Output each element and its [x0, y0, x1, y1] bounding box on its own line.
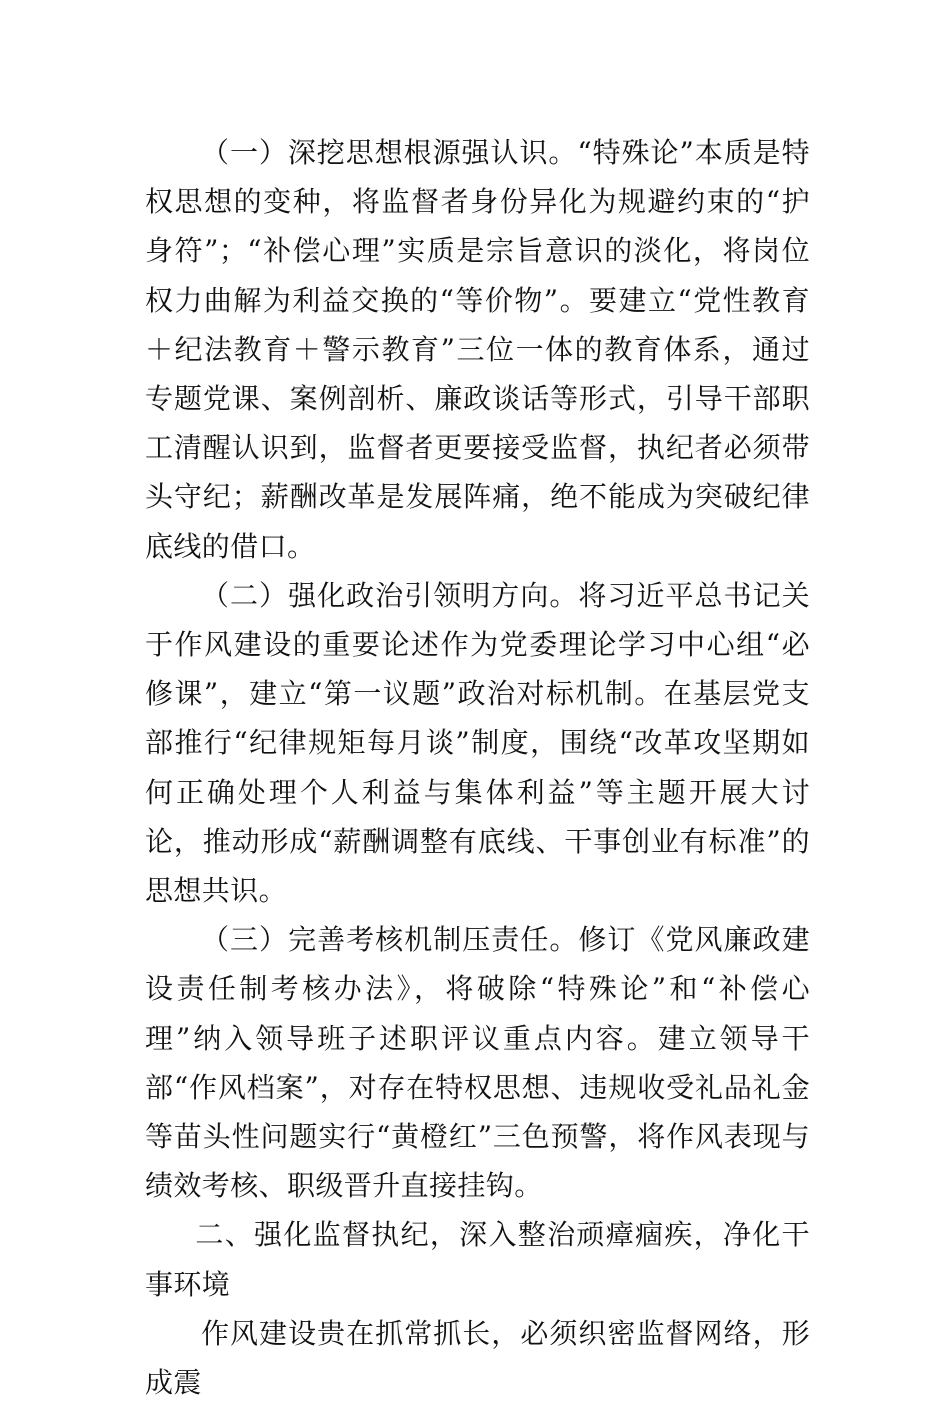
paragraph-section-1: （一）深挖思想根源强认识。“特殊论”本质是特权思想的变种，将监督者身份异化为规避约束的“护身符”；“补偿心理”实质是宗旨意识的淡化，将岗位权力曲解为利益交换的“等价物”。要建立“党性教育＋纪法教育＋警示教育”三位一体的教育体系，通过专题党课、案例剖析、廉政谈话等形式，引导干部职工清醒认识到，监督者更要接受监督，执纪者必须带头守纪；薪酬改革是发展阵痛，绝不能成为突破纪律底线的借口。 [145, 136, 810, 563]
paragraph-section-3: （三）完善考核机制压责任。修订《党风廉政建设责任制考核办法》，将破除“特殊论”和“补偿心理”纳入领导班子述职评议重点内容。建立领导干部“作风档案”，对存在特权思想、违规收受礼品礼金等苗头性问题实行“黄橙红”三色预警，将作风表现与绩效考核、职级晋升直接挂钩。 [145, 923, 810, 1203]
paragraph-intro: 作风建设贵在抓常抓长，必须织密监督网络，形成震 [145, 1316, 810, 1400]
document-body [145, 128, 810, 1407]
paragraph-section-2: （二）强化政治引领明方向。将习近平总书记关于作风建设的重要论述作为党委理论学习中心组“必修课”，建立“第一议题”政治对标机制。在基层党支部推行“纪律规矩每月谈”制度，围绕“改革攻坚期如何正确处理个人利益与集体利益”等主题开展大讨论，推动形成“薪酬调整有底线、干事创业有标准”的思想共识。 [145, 578, 810, 908]
section-heading-2: 二、强化监督执纪，深入整治顽瘴痼疾，净化干事环境 [145, 1218, 810, 1301]
